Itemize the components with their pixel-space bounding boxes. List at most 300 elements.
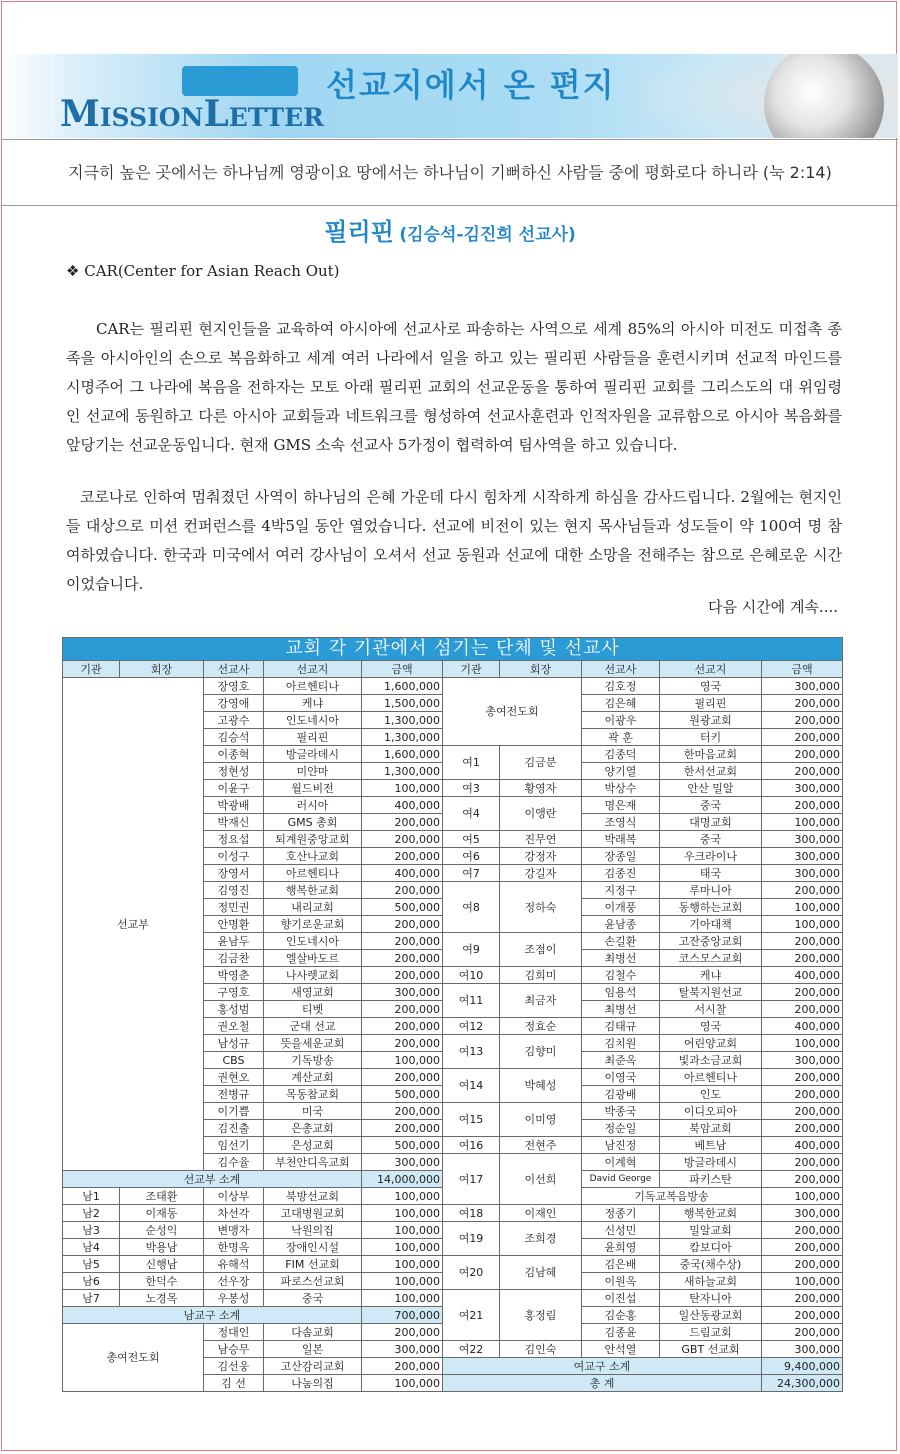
table-cell: 200,000 bbox=[362, 882, 443, 899]
table-cell: 낙원의집 bbox=[264, 1222, 362, 1239]
table-cell: 100,000 bbox=[362, 1375, 443, 1392]
group-label: 여8 bbox=[443, 882, 500, 933]
group-label: 여10 bbox=[443, 967, 500, 984]
group-label: 여12 bbox=[443, 1018, 500, 1035]
table-cell: 김승석 bbox=[204, 729, 264, 746]
table-cell: 대명교회 bbox=[660, 814, 762, 831]
table-cell: 1,300,000 bbox=[362, 763, 443, 780]
table-cell: 권현오 bbox=[204, 1069, 264, 1086]
group-label: 여1 bbox=[443, 746, 500, 780]
table-cell: 1,300,000 bbox=[362, 712, 443, 729]
table-cell: 200,000 bbox=[762, 1324, 843, 1341]
table-cell: 태국 bbox=[660, 865, 762, 882]
table-cell: 김호정 bbox=[582, 678, 660, 695]
table-cell: 1,300,000 bbox=[362, 729, 443, 746]
table-cell: 남1 bbox=[63, 1188, 120, 1205]
table-cell: 조영식 bbox=[582, 814, 660, 831]
table-cell: 200,000 bbox=[362, 950, 443, 967]
group-label: 총여전도회 bbox=[63, 1324, 204, 1392]
table-cell: 김수율 bbox=[204, 1154, 264, 1171]
table-cell: 500,000 bbox=[362, 1086, 443, 1103]
group-label: 여11 bbox=[443, 984, 500, 1018]
table-cell: 이종혁 bbox=[204, 746, 264, 763]
table-cell: 남6 bbox=[63, 1273, 120, 1290]
table-cell: 200,000 bbox=[362, 848, 443, 865]
table-cell: David George bbox=[582, 1171, 660, 1188]
table-cell: 200,000 bbox=[762, 1120, 843, 1137]
group-leader: 정하숙 bbox=[500, 882, 582, 933]
table-cell: 계산교회 bbox=[264, 1069, 362, 1086]
table-cell: 400,000 bbox=[762, 1018, 843, 1035]
table-cell: 손길환 bbox=[582, 933, 660, 950]
group-label: 여22 bbox=[443, 1341, 500, 1358]
table-cell: 200,000 bbox=[362, 1358, 443, 1375]
table-cell: 300,000 bbox=[762, 865, 843, 882]
group-label: 여17 bbox=[443, 1154, 500, 1205]
group-leader: 강길자 bbox=[500, 865, 582, 882]
table-cell: 파키스탄 bbox=[660, 1171, 762, 1188]
table-cell: 300,000 bbox=[362, 984, 443, 1001]
table-cell: 100,000 bbox=[362, 1290, 443, 1307]
table-cell: 탄자니아 bbox=[660, 1290, 762, 1307]
column-header: 선교사 bbox=[204, 661, 264, 678]
group-leader: 홍정림 bbox=[500, 1290, 582, 1341]
table-cell: 엘살바도르 bbox=[264, 950, 362, 967]
subtotal-amount: 9,400,000 bbox=[762, 1358, 843, 1375]
table-cell: 고대병원교회 bbox=[264, 1205, 362, 1222]
table-cell: 200,000 bbox=[762, 1154, 843, 1171]
table-cell: 코스모스교회 bbox=[660, 950, 762, 967]
paragraph-1: CAR는 필리핀 현지인들을 교육하여 아시아에 선교사로 파송하는 사역으로 세계 85%의 아시아 미전도 미접촉 종족을 아시아인의 손으로 복음화하고 세계 여러 나라에서 일을 하고 있는 필리핀 사람들을 훈련시키며 선교적 마인드를 시명주어 그 나라에 복음을 전하자는 모토 아래 필리핀 교회의 선교운동을 통하여 필리핀 교회를 그리스도의 대 위임령인 선교에 동원하고 다른 아시아 교회들과 네트워크를 형성하여 선교사훈련과 인적자원을 교류함으로 아시아 복음화를 앞당기는 선교운동입니다. 현재 GMS 소속 선교사 5가정이 협력하여 팀사역을 하고 있습니다. bbox=[66, 320, 842, 454]
table-cell: 김순홍 bbox=[582, 1307, 660, 1324]
table-cell: 한서선교회 bbox=[660, 763, 762, 780]
table-cell: 200,000 bbox=[762, 933, 843, 950]
table-cell: 이디오피아 bbox=[660, 1103, 762, 1120]
column-header: 기관 bbox=[443, 661, 500, 678]
table-cell: 300,000 bbox=[362, 1341, 443, 1358]
group-label: 여16 bbox=[443, 1137, 500, 1154]
table-cell: 400,000 bbox=[362, 797, 443, 814]
table-cell: 200,000 bbox=[762, 1239, 843, 1256]
group-label: 여19 bbox=[443, 1222, 500, 1256]
table-cell: 이원옥 bbox=[582, 1273, 660, 1290]
table-cell: 100,000 bbox=[362, 780, 443, 797]
table-cell: 윤남두 bbox=[204, 933, 264, 950]
table-cell: 100,000 bbox=[362, 1256, 443, 1273]
table-cell: 선우장 bbox=[204, 1273, 264, 1290]
table-cell: 미얀마 bbox=[264, 763, 362, 780]
table-cell: 윤남종 bbox=[582, 916, 660, 933]
missionary-names: (김승석-김진희 선교사) bbox=[399, 225, 576, 245]
table-cell: 정현성 bbox=[204, 763, 264, 780]
group-label: 여20 bbox=[443, 1256, 500, 1290]
table-cell: 중국(채수상) bbox=[660, 1256, 762, 1273]
divider bbox=[2, 205, 898, 206]
table-cell: 군대 선교 bbox=[264, 1018, 362, 1035]
table-cell: 행복한교회 bbox=[264, 882, 362, 899]
mission-letter-logo: MISSIONLETTER bbox=[60, 93, 324, 135]
table-cell: 200,000 bbox=[762, 882, 843, 899]
table-cell: 한마음교회 bbox=[660, 746, 762, 763]
table-cell: 아르헨티나 bbox=[660, 1069, 762, 1086]
column-header: 선교지 bbox=[264, 661, 362, 678]
table-cell: 퇴계원중앙교회 bbox=[264, 831, 362, 848]
table-cell: 300,000 bbox=[762, 848, 843, 865]
table-cell: 이기쁨 bbox=[204, 1103, 264, 1120]
table-cell: 신성민 bbox=[582, 1222, 660, 1239]
group-label: 선교부 bbox=[63, 678, 204, 1171]
table-cell: 300,000 bbox=[762, 1341, 843, 1358]
table-cell: 새하늘교회 bbox=[660, 1273, 762, 1290]
group-leader: 조점이 bbox=[500, 933, 582, 967]
table-cell: 방글라데시 bbox=[264, 746, 362, 763]
table-cell: 강영애 bbox=[204, 695, 264, 712]
table-cell: 안산 밀알 bbox=[660, 780, 762, 797]
table-cell: 이영국 bbox=[582, 1069, 660, 1086]
table-cell: 한덕수 bbox=[120, 1273, 204, 1290]
table-cell: 100,000 bbox=[762, 1273, 843, 1290]
table-cell: 이상부 bbox=[204, 1188, 264, 1205]
table-cell: 100,000 bbox=[362, 1205, 443, 1222]
table-cell: 목동참교회 bbox=[264, 1086, 362, 1103]
table-cell: GMS 총회 bbox=[264, 814, 362, 831]
table-cell: 방글라데시 bbox=[660, 1154, 762, 1171]
table-title: 교회 각 기관에서 섬기는 단체 및 선교사 bbox=[63, 638, 843, 661]
table-cell: 100,000 bbox=[362, 1052, 443, 1069]
table-cell: 차선각 bbox=[204, 1205, 264, 1222]
table-cell: 은총교회 bbox=[264, 1120, 362, 1137]
table-cell: 새영교회 bbox=[264, 984, 362, 1001]
table-cell: 200,000 bbox=[362, 814, 443, 831]
table-cell: 이계혁 bbox=[582, 1154, 660, 1171]
table-cell: 100,000 bbox=[762, 1035, 843, 1052]
table-cell: 부천안디옥교회 bbox=[264, 1154, 362, 1171]
table-cell: 100,000 bbox=[362, 1188, 443, 1205]
table-cell: 장영서 bbox=[204, 865, 264, 882]
table-cell: CBS bbox=[204, 1052, 264, 1069]
column-header: 회장 bbox=[120, 661, 204, 678]
table-cell: 400,000 bbox=[362, 865, 443, 882]
table-cell: 나사렛교회 bbox=[264, 967, 362, 984]
group-label: 총여전도회 bbox=[443, 678, 582, 746]
table-cell: 300,000 bbox=[762, 1205, 843, 1222]
table-cell: 드림교회 bbox=[660, 1324, 762, 1341]
table-cell: 박영춘 bbox=[204, 967, 264, 984]
group-leader: 김향미 bbox=[500, 1035, 582, 1069]
group-leader: 전현주 bbox=[500, 1137, 582, 1154]
column-header: 금액 bbox=[362, 661, 443, 678]
total-label: 총 계 bbox=[443, 1375, 762, 1392]
table-row bbox=[63, 1290, 843, 1307]
table-cell: 순성익 bbox=[120, 1222, 204, 1239]
group-leader: 김금분 bbox=[500, 746, 582, 780]
table-cell: 장종일 bbox=[582, 848, 660, 865]
table-cell: 1,600,000 bbox=[362, 746, 443, 763]
column-header: 금액 bbox=[762, 661, 843, 678]
table-cell: FIM 선교회 bbox=[264, 1256, 362, 1273]
table-row bbox=[63, 1205, 843, 1222]
table-cell: 향기로운교회 bbox=[264, 916, 362, 933]
table-cell: 기아대책 bbox=[660, 916, 762, 933]
table-cell: 남2 bbox=[63, 1205, 120, 1222]
table-cell: 장영호 bbox=[204, 678, 264, 695]
table-cell: 박래복 bbox=[582, 831, 660, 848]
table-cell: 300,000 bbox=[762, 1052, 843, 1069]
group-leader: 이재인 bbox=[500, 1205, 582, 1222]
table-cell: 러시아 bbox=[264, 797, 362, 814]
country-heading bbox=[0, 212, 900, 247]
table-cell: 밀알교회 bbox=[660, 1222, 762, 1239]
table-cell: 최병선 bbox=[582, 950, 660, 967]
table-cell: 월드비전 bbox=[264, 780, 362, 797]
table-cell: 김금찬 bbox=[204, 950, 264, 967]
table-cell: 인도네시아 bbox=[264, 933, 362, 950]
table-cell: 터키 bbox=[660, 729, 762, 746]
table-cell: 영국 bbox=[660, 1018, 762, 1035]
table-cell: 이진섭 bbox=[582, 1290, 660, 1307]
table-cell: 우크라이나 bbox=[660, 848, 762, 865]
table-cell: 300,000 bbox=[762, 780, 843, 797]
table-cell: 이윤구 bbox=[204, 780, 264, 797]
continued-note: 다음 시간에 계속.... bbox=[707, 598, 838, 616]
table-cell: 필리핀 bbox=[264, 729, 362, 746]
table-cell: 임용석 bbox=[582, 984, 660, 1001]
table-cell: 남4 bbox=[63, 1239, 120, 1256]
table-cell: 200,000 bbox=[362, 831, 443, 848]
table-cell: 정순일 bbox=[582, 1120, 660, 1137]
table-cell: 한명옥 bbox=[204, 1239, 264, 1256]
table-cell: 인도네시아 bbox=[264, 712, 362, 729]
table-cell: 북암교회 bbox=[660, 1120, 762, 1137]
table-cell: 기독방송 bbox=[264, 1052, 362, 1069]
table-cell: 박광배 bbox=[204, 797, 264, 814]
group-leader: 이앵란 bbox=[500, 797, 582, 831]
table-cell: 중국 bbox=[660, 797, 762, 814]
table-cell: 200,000 bbox=[762, 1171, 843, 1188]
group-leader: 이선희 bbox=[500, 1154, 582, 1205]
group-leader: 조희경 bbox=[500, 1222, 582, 1256]
table-cell: 100,000 bbox=[762, 814, 843, 831]
table-cell: 노경목 bbox=[120, 1290, 204, 1307]
table-cell: 200,000 bbox=[362, 1120, 443, 1137]
table-row bbox=[63, 678, 843, 695]
table-row bbox=[63, 1256, 843, 1273]
table-cell: 김철수 bbox=[582, 967, 660, 984]
table-cell: 서시찰 bbox=[660, 1001, 762, 1018]
group-label: 여6 bbox=[443, 848, 500, 865]
support-table bbox=[62, 637, 843, 1392]
group-leader: 이미영 bbox=[500, 1103, 582, 1137]
table-cell: 일본 bbox=[264, 1341, 362, 1358]
table-cell: 장애인시설 bbox=[264, 1239, 362, 1256]
group-leader: 박혜성 bbox=[500, 1069, 582, 1103]
section-subheading: ❖ CAR(Center for Asian Reach Out) bbox=[66, 262, 340, 280]
table-cell: 김진출 bbox=[204, 1120, 264, 1137]
table-cell: 김은혜 bbox=[582, 695, 660, 712]
table-cell: 파로스선교회 bbox=[264, 1273, 362, 1290]
table-cell: 200,000 bbox=[362, 1001, 443, 1018]
subtotal-amount: 14,000,000 bbox=[362, 1171, 443, 1188]
table-cell: 조태환 bbox=[120, 1188, 204, 1205]
table-cell: 뜻을세운교회 bbox=[264, 1035, 362, 1052]
table-cell: 고잔중앙교회 bbox=[660, 933, 762, 950]
table-cell: 탈북지원선교 bbox=[660, 984, 762, 1001]
table-cell: 고산감리교회 bbox=[264, 1358, 362, 1375]
table-cell: 중국 bbox=[660, 831, 762, 848]
table-cell: 김종진 bbox=[582, 865, 660, 882]
table-cell: 이개풍 bbox=[582, 899, 660, 916]
table-cell: 200,000 bbox=[762, 712, 843, 729]
table-cell: 정민권 bbox=[204, 899, 264, 916]
table-cell: 200,000 bbox=[762, 1222, 843, 1239]
group-leader: 황영자 bbox=[500, 780, 582, 797]
table-cell: 곽 훈 bbox=[582, 729, 660, 746]
group-leader: 강정자 bbox=[500, 848, 582, 865]
group-label: 여21 bbox=[443, 1290, 500, 1341]
table-cell: 베트남 bbox=[660, 1137, 762, 1154]
table-row bbox=[63, 1222, 843, 1239]
table-cell: 200,000 bbox=[362, 1035, 443, 1052]
column-header: 기관 bbox=[63, 661, 120, 678]
table-cell: 기독교복음방송 bbox=[582, 1188, 762, 1205]
table-cell: 이재동 bbox=[120, 1205, 204, 1222]
table-cell: 동행하는교회 bbox=[660, 899, 762, 916]
table-cell: 영국 bbox=[660, 678, 762, 695]
table-cell: 김은배 bbox=[582, 1256, 660, 1273]
table-cell: 500,000 bbox=[362, 899, 443, 916]
table-cell: 남5 bbox=[63, 1256, 120, 1273]
table-cell: 200,000 bbox=[762, 695, 843, 712]
table-cell: 200,000 bbox=[762, 746, 843, 763]
table-cell: 200,000 bbox=[762, 1069, 843, 1086]
group-leader: 정효순 bbox=[500, 1018, 582, 1035]
table-cell: 이광우 bbox=[582, 712, 660, 729]
table-cell: 정요섭 bbox=[204, 831, 264, 848]
total-amount: 24,300,000 bbox=[762, 1375, 843, 1392]
column-header: 회장 bbox=[500, 661, 582, 678]
table-cell: 200,000 bbox=[362, 1069, 443, 1086]
table-cell: 남성규 bbox=[204, 1035, 264, 1052]
group-leader: 진무연 bbox=[500, 831, 582, 848]
table-cell: 200,000 bbox=[762, 1001, 843, 1018]
divider bbox=[2, 139, 898, 140]
table-cell: 200,000 bbox=[762, 1307, 843, 1324]
table-cell: 안명환 bbox=[204, 916, 264, 933]
table-cell: 200,000 bbox=[762, 1256, 843, 1273]
table-cell: 안석열 bbox=[582, 1341, 660, 1358]
globe-icon bbox=[764, 54, 884, 138]
table-cell: 100,000 bbox=[362, 1273, 443, 1290]
table-cell: 최준옥 bbox=[582, 1052, 660, 1069]
table-cell: 1,600,000 bbox=[362, 678, 443, 695]
table-cell: 300,000 bbox=[762, 831, 843, 848]
table-cell: 최병선 bbox=[582, 1001, 660, 1018]
table-cell: 중국 bbox=[264, 1290, 362, 1307]
group-label: 여9 bbox=[443, 933, 500, 967]
table-cell: 김영진 bbox=[204, 882, 264, 899]
table-cell: 우봉성 bbox=[204, 1290, 264, 1307]
table-cell: 빛과소금교회 bbox=[660, 1052, 762, 1069]
table-cell: 김치원 bbox=[582, 1035, 660, 1052]
table-cell: 100,000 bbox=[762, 899, 843, 916]
table-cell: 임선기 bbox=[204, 1137, 264, 1154]
column-header: 선교지 bbox=[660, 661, 762, 678]
table-cell: 200,000 bbox=[362, 916, 443, 933]
table-cell: 캄보디아 bbox=[660, 1239, 762, 1256]
table-cell: 300,000 bbox=[762, 678, 843, 695]
table-cell: 200,000 bbox=[762, 763, 843, 780]
group-label: 여14 bbox=[443, 1069, 500, 1103]
table-cell: 200,000 bbox=[362, 933, 443, 950]
table-cell: 은성교회 bbox=[264, 1137, 362, 1154]
table-cell: 윤희영 bbox=[582, 1239, 660, 1256]
table-cell: 루마니아 bbox=[660, 882, 762, 899]
table-cell: 200,000 bbox=[762, 984, 843, 1001]
table-cell: 아르헨티나 bbox=[264, 865, 362, 882]
table-cell: 남진정 bbox=[582, 1137, 660, 1154]
table-cell: 박용남 bbox=[120, 1239, 204, 1256]
subtotal-label: 남교구 소계 bbox=[63, 1307, 362, 1324]
table-cell: 100,000 bbox=[762, 916, 843, 933]
table-cell: 남승무 bbox=[204, 1341, 264, 1358]
table-cell: 구영호 bbox=[204, 984, 264, 1001]
group-label: 여3 bbox=[443, 780, 500, 797]
group-label: 여5 bbox=[443, 831, 500, 848]
table-cell: 케냐 bbox=[264, 695, 362, 712]
table-cell: 인도 bbox=[660, 1086, 762, 1103]
table-cell: 고광수 bbox=[204, 712, 264, 729]
paragraph-2: 코로나로 인하여 멈춰졌던 사역이 하나님의 은혜 가운데 다시 힘차게 시작하게 하심을 감사드립니다. 2월에는 현지인들 대상으로 미션 컨퍼런스를 4박5일 동안 열었습니다. 선교에 비전이 있는 현지 목사님들과 성도들이 약 100여 명 참여하였습니다. 한국과 미국에서 여러 강사님이 오셔서 선교 동원과 선교에 대한 소망을 전해주는 참으로 은혜로운 시간이었습니다. bbox=[66, 488, 842, 593]
page-title: 선교지에서 온 편지 bbox=[326, 66, 616, 104]
subtotal-amount: 700,000 bbox=[362, 1307, 443, 1324]
table-cell: 원광교회 bbox=[660, 712, 762, 729]
subtotal-label: 여교구 소계 bbox=[443, 1358, 762, 1375]
table-cell: 아르헨티나 bbox=[264, 678, 362, 695]
table-cell: GBT 선교회 bbox=[660, 1341, 762, 1358]
table-cell: 북방선교회 bbox=[264, 1188, 362, 1205]
table-cell: 400,000 bbox=[762, 967, 843, 984]
table-cell: 김종덕 bbox=[582, 746, 660, 763]
group-label: 여15 bbox=[443, 1103, 500, 1137]
group-label: 여13 bbox=[443, 1035, 500, 1069]
table-cell: 케냐 bbox=[660, 967, 762, 984]
table-cell: 정종기 bbox=[582, 1205, 660, 1222]
table-cell: 김태규 bbox=[582, 1018, 660, 1035]
table-cell: 다솜교회 bbox=[264, 1324, 362, 1341]
table-cell: 정대인 bbox=[204, 1324, 264, 1341]
table-cell: 200,000 bbox=[762, 1290, 843, 1307]
table-cell: 500,000 bbox=[362, 1137, 443, 1154]
table-cell: 명은재 bbox=[582, 797, 660, 814]
table-cell: 티벳 bbox=[264, 1001, 362, 1018]
subtotal-label: 선교부 소계 bbox=[63, 1171, 362, 1188]
table-cell: 유해석 bbox=[204, 1256, 264, 1273]
group-leader: 김남혜 bbox=[500, 1256, 582, 1290]
table-cell: 김선웅 bbox=[204, 1358, 264, 1375]
table-cell: 400,000 bbox=[762, 1137, 843, 1154]
group-leader: 김인숙 bbox=[500, 1341, 582, 1358]
table-cell: 300,000 bbox=[362, 1154, 443, 1171]
group-label: 여7 bbox=[443, 865, 500, 882]
table-cell: 지정구 bbox=[582, 882, 660, 899]
table-cell: 200,000 bbox=[362, 1324, 443, 1341]
table-cell: 양기열 bbox=[582, 763, 660, 780]
table-cell: 200,000 bbox=[362, 1018, 443, 1035]
table-cell: 필리핀 bbox=[660, 695, 762, 712]
table-cell: 권오철 bbox=[204, 1018, 264, 1035]
group-label: 여18 bbox=[443, 1205, 500, 1222]
table-cell: 미국 bbox=[264, 1103, 362, 1120]
